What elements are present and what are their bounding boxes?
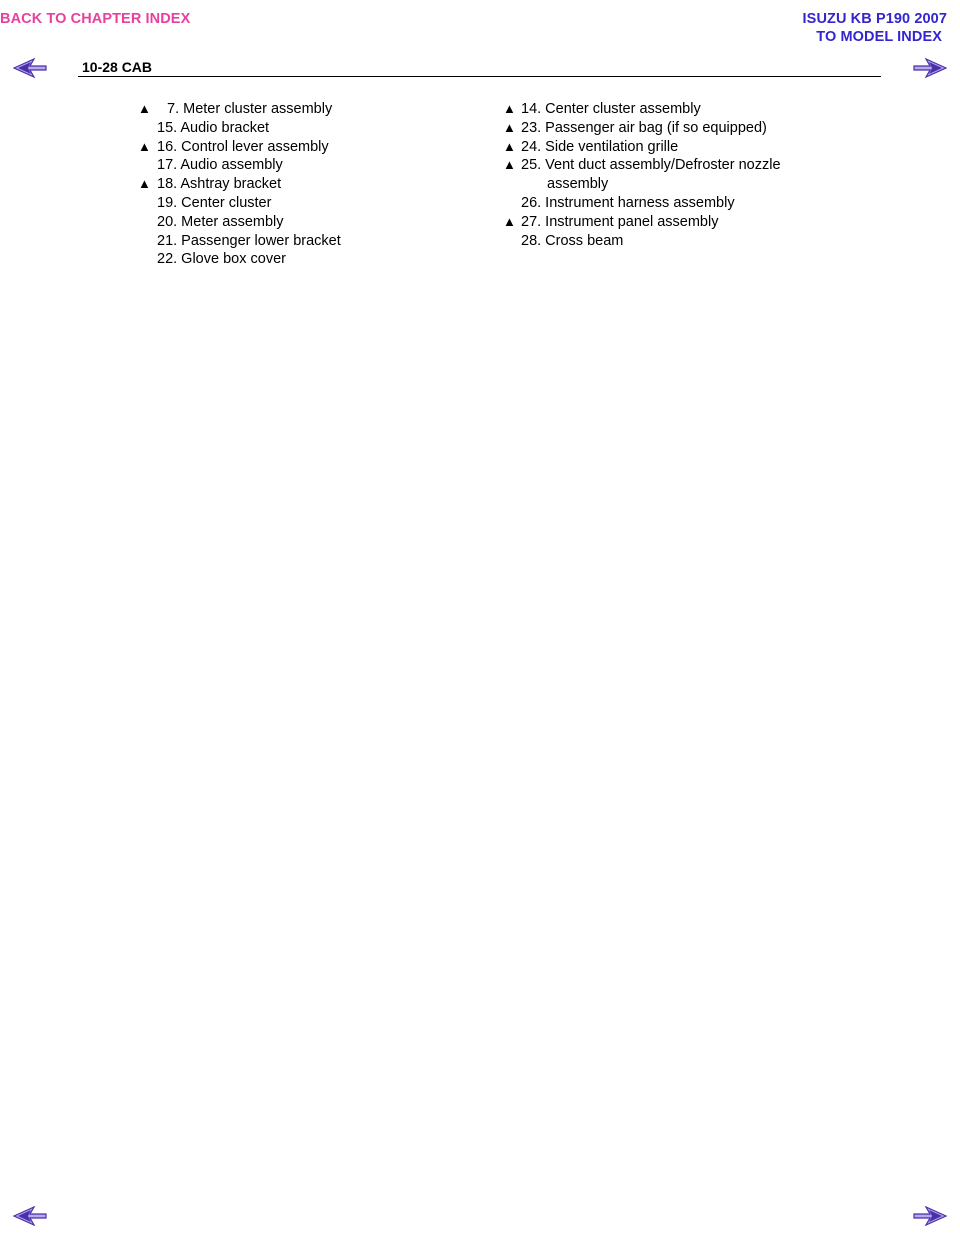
parts-list-item	[503, 138, 781, 157]
parts-list-item-label: 16. Control lever assembly	[157, 138, 329, 155]
model-title: ISUZU KB P190 2007	[802, 11, 947, 27]
parts-list-item-label: 25. Vent duct assembly/Defroster nozzle	[521, 157, 781, 174]
triangle-marker-icon: ▲	[503, 101, 516, 116]
parts-list-item-label: 17. Audio assembly	[157, 157, 283, 174]
parts-list-item-label: 23. Passenger air bag (if so equipped)	[521, 119, 767, 136]
triangle-marker-icon: ▲	[503, 138, 516, 154]
parts-list-item-continuation: assembly	[547, 176, 609, 193]
header-rule	[78, 76, 881, 77]
triangle-marker-icon: ▲	[503, 213, 516, 229]
parts-list-item	[503, 100, 781, 119]
parts-list-item	[503, 156, 781, 175]
parts-list-item	[503, 194, 781, 213]
to-model-index-link[interactable]: TO MODEL INDEX	[816, 29, 942, 45]
triangle-marker-icon: ▲	[138, 138, 151, 154]
triangle-marker-icon: ▲	[138, 101, 151, 116]
triangle-marker-icon: ▲	[503, 157, 516, 173]
triangle-marker-icon: ▲	[138, 176, 151, 192]
previous-page-arrow-icon[interactable]	[13, 58, 47, 78]
parts-list-item	[138, 138, 341, 157]
next-page-arrow-icon[interactable]	[913, 1206, 947, 1226]
parts-list-item	[138, 250, 341, 269]
parts-list-item-label: 18. Ashtray bracket	[157, 176, 282, 193]
previous-page-arrow-icon[interactable]	[13, 1206, 47, 1226]
parts-list-item-label: 7. Meter cluster assembly	[167, 101, 333, 117]
triangle-marker-icon: ▲	[503, 119, 516, 135]
parts-list-item	[138, 213, 341, 232]
parts-list-item-label: 26. Instrument harness assembly	[521, 194, 735, 211]
parts-list-item	[138, 194, 341, 213]
back-to-chapter-index-link[interactable]: BACK TO CHAPTER INDEX	[0, 11, 191, 27]
next-page-arrow-icon[interactable]	[913, 58, 947, 78]
left-parts-list	[138, 100, 341, 269]
parts-list-item-label: 20. Meter assembly	[157, 213, 284, 230]
parts-list-item-label: 15. Audio bracket	[157, 119, 270, 136]
parts-list-item	[138, 232, 341, 251]
parts-list-item	[503, 213, 781, 232]
parts-list-item-label: 22. Glove box cover	[157, 251, 286, 268]
parts-list-item	[138, 100, 341, 119]
parts-list-item-label: 28. Cross beam	[521, 232, 624, 249]
parts-list-item-label: 14. Center cluster assembly	[521, 101, 701, 117]
parts-list-item	[138, 119, 341, 138]
parts-list-item	[138, 175, 341, 194]
parts-list-item	[138, 156, 341, 175]
parts-list-item-label: 19. Center cluster	[157, 194, 272, 211]
parts-list-item	[503, 232, 781, 251]
parts-list-item-label: 24. Side ventilation grille	[521, 138, 679, 155]
parts-list-item-label: 27. Instrument panel assembly	[521, 213, 719, 230]
parts-list-item-label: 21. Passenger lower bracket	[157, 232, 341, 249]
right-parts-list	[503, 100, 781, 250]
parts-list-item	[503, 119, 781, 138]
page-header: 10-28 CAB	[82, 59, 153, 75]
